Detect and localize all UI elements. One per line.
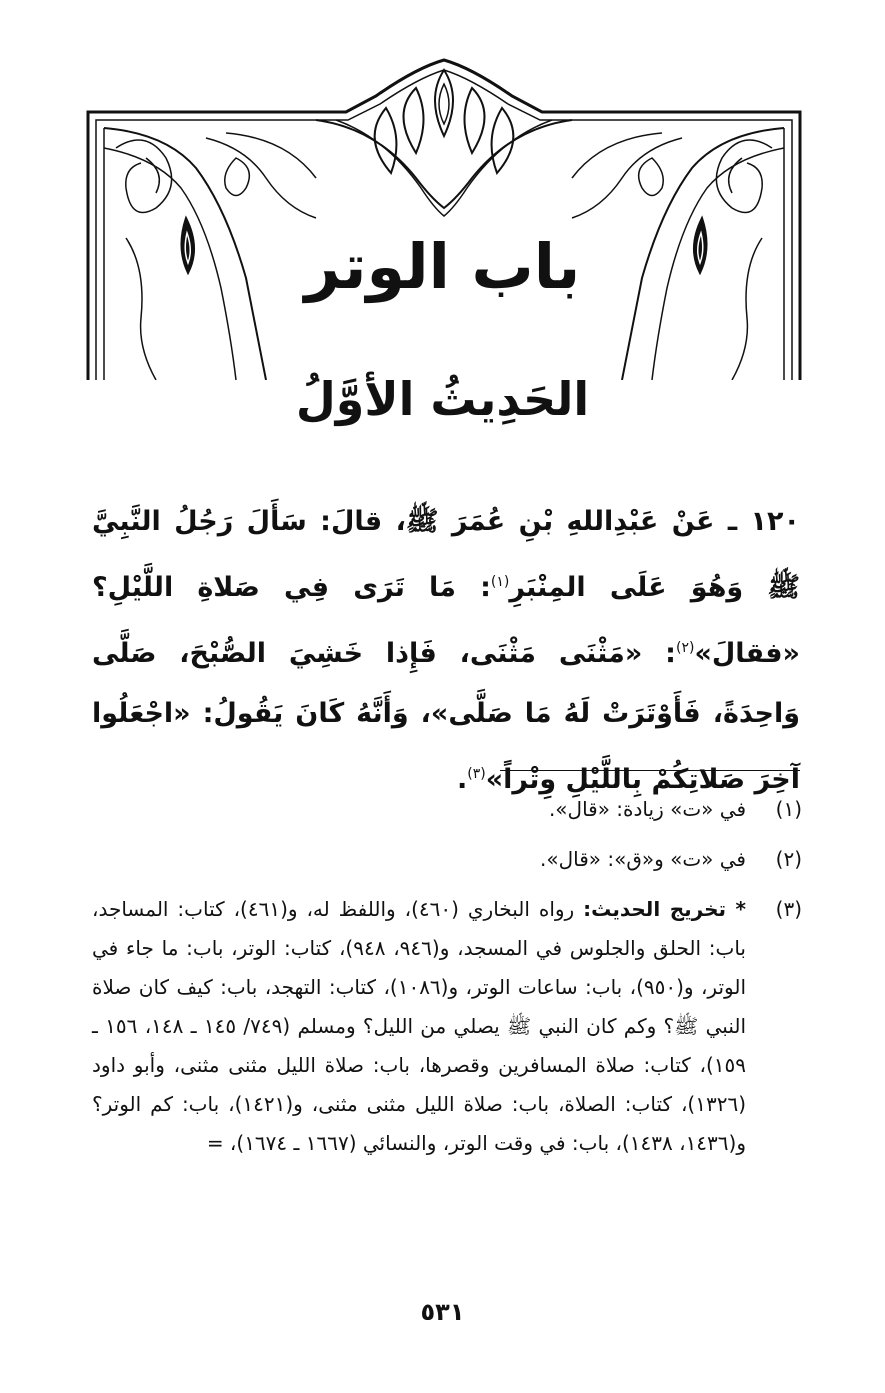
footnote-divider [500,770,800,771]
chapter-title: باب الوتر [304,230,581,303]
footnote-text: في «ت» و«ق»: «قال». [539,847,746,871]
footnote-number: (٣) [775,897,802,921]
footnote-item [92,890,802,1163]
hadith-text-part2: : مَا تَرَى فِي صَلاةِ اللَّيْلِ؟ «فقالَ» [92,572,800,669]
footnote-ref-3: (٣) [467,766,486,782]
page-number: ٥٣١ [420,1298,465,1326]
hadith-text-end: . [456,764,468,795]
takhrij-marker: * تخريج الحديث: [583,897,747,921]
ornamental-header-frame [86,58,802,380]
hadith-text-part3: : «مَثْنَى مَثْنَى، فَإِذا خَشِيَ الصُّبْحَ، صَلَّى وَاحِدَةً، فَأَوْتَرَتْ لَهُ مَا صَلَّى»، وَأَنَّهُ كَانَ يَقُولُ: «اجْعَلُوا آخِرَ صَلاتِكُمْ بِاللَّيْلِ وِتْراً» [92,638,800,795]
footnote-number: (١) [775,797,802,821]
footnotes [92,790,802,1175]
hadith-heading: الحَدِيثُ الأوَّلُ [295,372,590,426]
hadith-text [92,492,800,810]
footnote-text [92,890,746,1163]
footnote-ref-1: (١) [490,574,510,590]
footnote-item [92,790,802,828]
hadith-text-part1: عَنْ عَبْدِاللهِ بْنِ عُمَرَ ﷺ، قالَ: سَأَلَ رَجُلُ النَّبِيَّ ﷺ وَهُوَ عَلَى المِنْبَرِ [92,506,800,603]
footnote-ref-2: (٢) [675,640,695,656]
takhrij-text: رواه البخاري (٤٦٠)، واللفظ له، و(٤٦١)، كتاب: المساجد، باب: الحلق والجلوس في المسجد، و(٩٤٦، ٩٤٨)، كتاب: الوتر، باب: ما جاء في الوتر، و(٩٥٠)، باب: ساعات الوتر، و(١٠٨٦)، كتاب: التهجد، باب: كيف كان صلاة النبي ﷺ؟ وكم كان النبي ﷺ يصلي من الليل؟ ومسلم (٧٤٩/ ١٤٥ ـ ١٤٨، ١٥٦ ـ ١٥٩)، كتاب: صلاة المسافرين وقصرها، باب: صلاة الليل مثنى مثنى، وأبو داود (١٣٢٦)، كتاب: الصلاة، باب: صلاة الليل مثنى مثنى، و(١٤٢١)، باب: كم الوتر؟ و(١٤٣٦، ١٤٣٨)، باب: في وقت الوتر، والنسائي (١٦٦٧ ـ ١٦٧٤)، = [92,897,747,1155]
footnote-number: (٢) [775,847,802,871]
hadith-number: ١٢٠ ـ [727,506,800,537]
footnote-item [92,840,802,878]
footnote-text: في «ت» زيادة: «قال». [548,797,746,821]
